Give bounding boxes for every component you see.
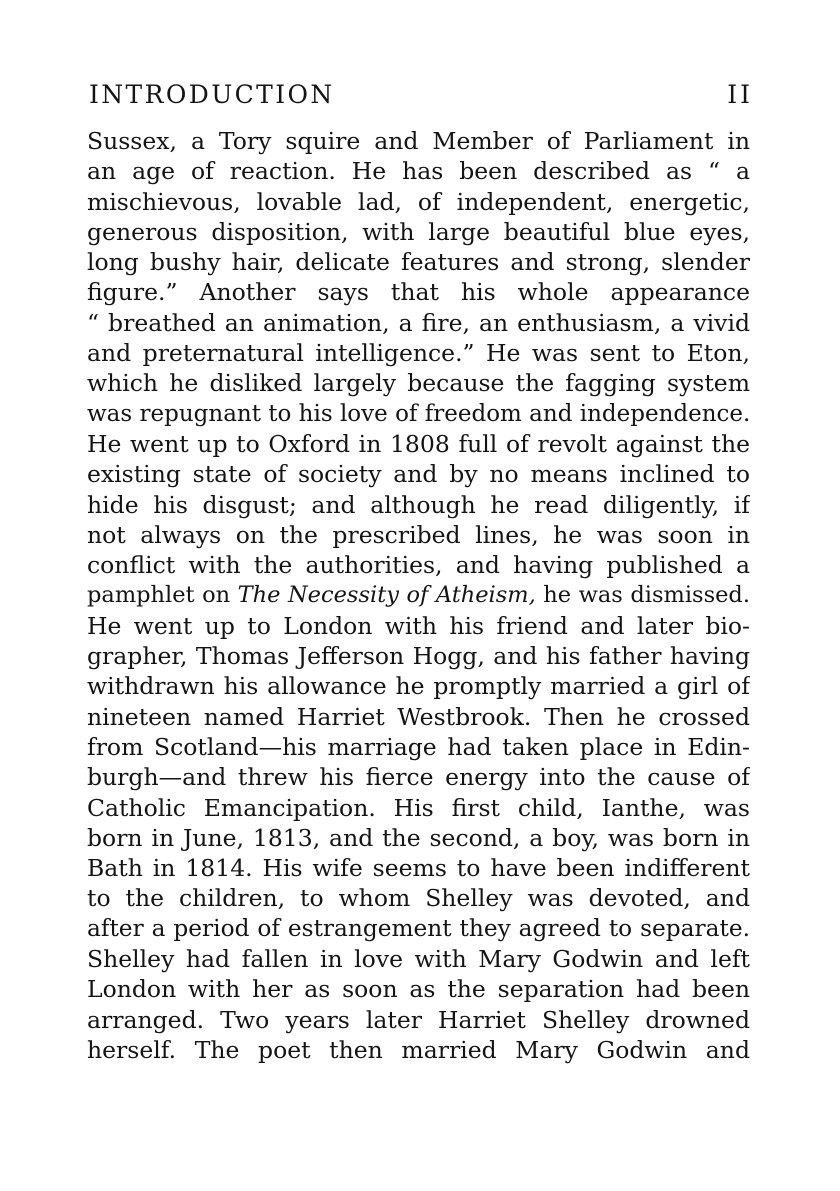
- text-line-with-title: [87, 580, 750, 610]
- text-line: conflict with the authorities, and having published a: [87, 551, 750, 580]
- text-line: arranged. Two years later Harriet Shelley drowned: [87, 1005, 750, 1034]
- text-line: to the children, to whom Shelley was devoted, and: [87, 884, 750, 913]
- text-line: born in June, 1813, and the second, a boy, was born in: [87, 823, 750, 852]
- text-line: and preternatural intelligence.” He was sent to Eton,: [87, 339, 750, 368]
- running-head-title: INTRODUCTION: [89, 80, 335, 109]
- text-line: generous disposition, with large beautiful blue eyes,: [87, 217, 750, 246]
- text-line: hide his disgust; and although he read diligently, if: [87, 490, 750, 519]
- text-line: herself. The poet then married Mary Godwin and: [87, 1035, 750, 1064]
- body-text: [87, 126, 750, 1065]
- text-line: existing state of society and by no means inclined to: [87, 460, 750, 489]
- book-title: The Necessity of Atheism,: [237, 582, 536, 609]
- text-line: Shelley had fallen in love with Mary Godwin and left: [87, 945, 750, 974]
- text-line: long bushy hair, delicate features and strong, slender: [87, 248, 750, 277]
- text-line: was repugnant to his love of freedom and independence.: [87, 400, 750, 427]
- text-line: grapher, Thomas Jefferson Hogg, and his father having: [87, 642, 750, 671]
- text-line: Catholic Emancipation. His first child, Ianthe, was: [87, 793, 750, 822]
- text-segment: he was dismissed.: [543, 582, 750, 609]
- text-line: figure.” Another says that his whole appearance: [87, 278, 750, 307]
- text-line: London with her as soon as the separation had been: [87, 975, 750, 1004]
- text-line: withdrawn his allowance he promptly married a girl of: [87, 672, 750, 701]
- text-line: an age of reaction. He has been described as “ a: [87, 157, 750, 186]
- text-line: from Scotland—his marriage had taken place in Edin-: [87, 732, 750, 761]
- text-line: nineteen named Harriet Westbrook. Then he crossed: [87, 702, 750, 731]
- text-line: not always on the prescribed lines, he was soon in: [87, 520, 750, 549]
- page-number: II: [727, 80, 753, 109]
- text-line: “ breathed an animation, a fire, an enthusiasm, a vivid: [87, 308, 750, 337]
- running-head: [89, 80, 753, 110]
- text-line: Sussex, a Tory squire and Member of Parliament in: [87, 127, 750, 155]
- text-line: He went up to London with his friend and later bio-: [87, 611, 750, 640]
- text-line: after a period of estrangement they agreed to separate.: [87, 914, 750, 942]
- text-line: burgh—and threw his fierce energy into the cause of: [87, 763, 750, 792]
- text-line: Bath in 1814. His wife seems to have been indifferent: [87, 854, 750, 883]
- text-line: which he disliked largely because the fagging system: [87, 369, 750, 398]
- text-segment: pamphlet on: [87, 582, 238, 609]
- text-line: mischievous, lovable lad, of independent, energetic,: [87, 187, 750, 216]
- text-line: He went up to Oxford in 1808 full of revolt against the: [87, 429, 750, 458]
